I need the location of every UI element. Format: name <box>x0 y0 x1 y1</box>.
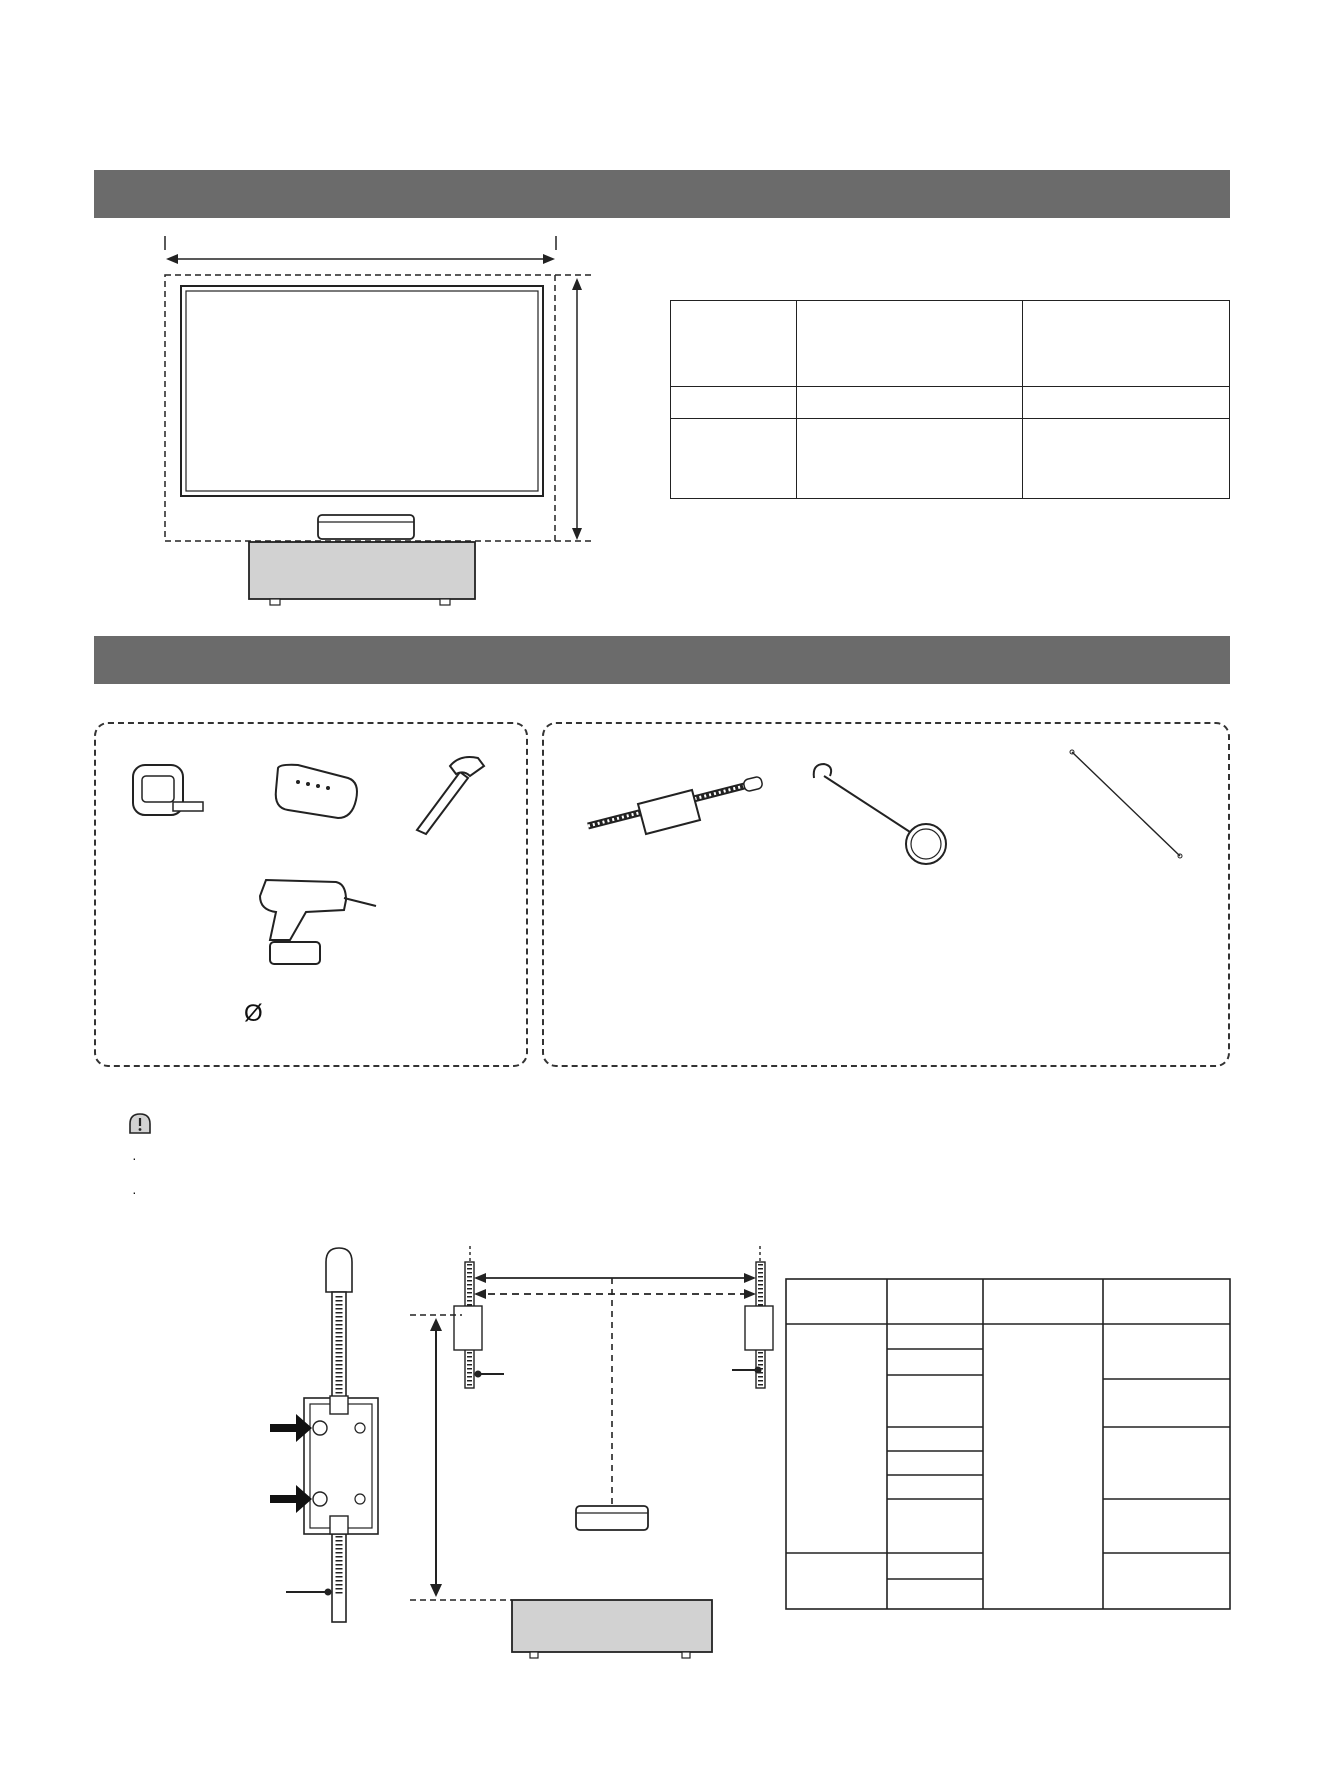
note-bullet: · <box>132 1150 137 1166</box>
anchor-bolt-icon <box>584 768 764 838</box>
drill-bit-diameter-label: Ø <box>244 1000 263 1027</box>
hammer-icon <box>412 752 502 832</box>
table-cell <box>1023 387 1230 419</box>
table-row <box>671 301 1230 387</box>
table-cell <box>797 301 1023 387</box>
height-table <box>786 1279 1232 1611</box>
size-table <box>670 300 1230 499</box>
caution-icon <box>128 1113 152 1135</box>
stud-finder-icon <box>268 760 368 830</box>
note-bullet: · <box>132 1184 137 1200</box>
table-row <box>671 387 1230 419</box>
table-cell <box>671 387 797 419</box>
section-header-tv-dimensions <box>94 170 1230 218</box>
wire-icon <box>1068 748 1188 868</box>
power-drill-icon <box>246 870 386 980</box>
tape-measure-icon <box>128 760 208 830</box>
table-row <box>671 419 1230 499</box>
table-cell <box>1023 301 1230 387</box>
table-cell <box>1023 419 1230 499</box>
table-cell <box>671 301 797 387</box>
table-cell <box>797 387 1023 419</box>
hook-rod-icon <box>810 760 970 870</box>
table-cell <box>671 419 797 499</box>
table-cell <box>797 419 1023 499</box>
section-header-tools <box>94 636 1230 684</box>
